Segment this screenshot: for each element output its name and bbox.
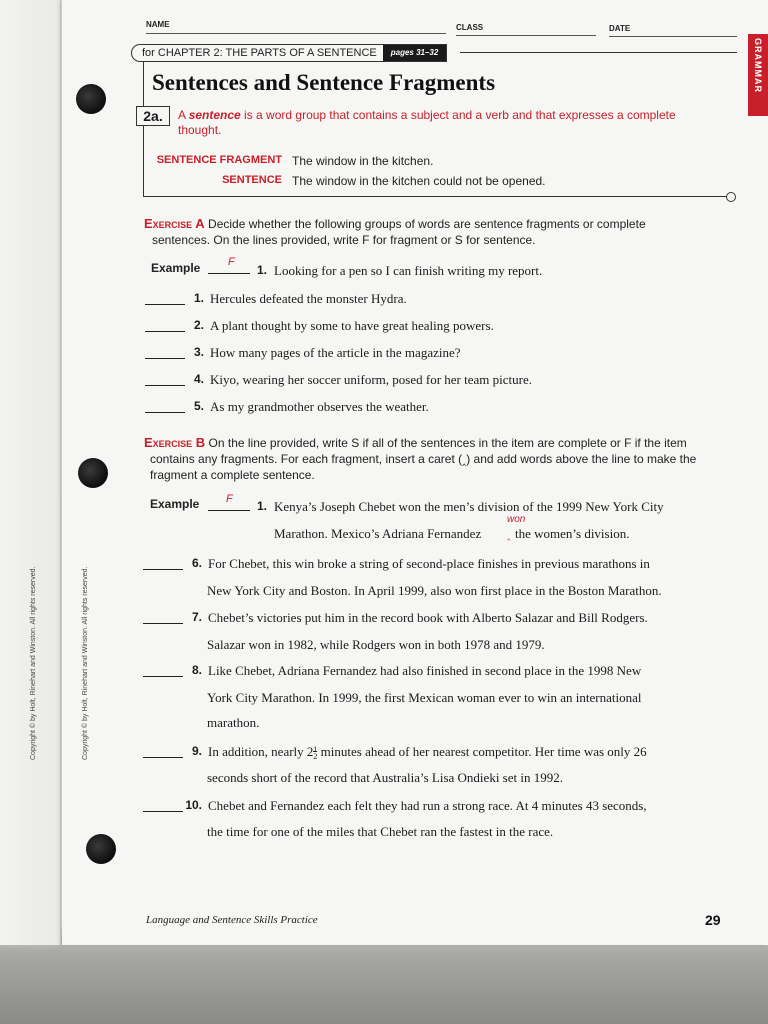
item-line: the time for one of the miles that Chebet ran the fastest in the race. (207, 824, 554, 839)
exercise-b-tag: Exercise B (144, 435, 206, 450)
chapter-banner (131, 44, 447, 62)
item-line-part: minutes ahead of her nearest competitor. Her time was only 26 (317, 744, 647, 759)
item-line-part: In addition, nearly 2 (208, 744, 314, 759)
rule-lead: A (178, 108, 189, 122)
exercise-a-example-blank[interactable] (208, 273, 250, 274)
item-number: 3. (193, 345, 204, 359)
answer-blank[interactable] (143, 757, 183, 758)
item-text: Hercules defeated the monster Hydra. (210, 291, 407, 306)
answer-blank[interactable] (145, 385, 185, 386)
item-text: As my grandmother observes the weather. (210, 399, 429, 414)
exercise-a-example-num: 1. (256, 263, 267, 277)
sentence-example: The window in the kitchen could not be opened. (292, 174, 546, 188)
exercise-a-example-label: Example (151, 261, 201, 275)
grammar-tab-label: GRAMMAR (753, 38, 763, 93)
item-line: seconds short of the record that Australia’s Lisa Ondieki set in 1992. (207, 770, 563, 785)
page-title: Sentences and Sentence Fragments (152, 70, 496, 95)
inserted-word: won (507, 514, 526, 525)
exercise-b-instr-3: fragment a complete sentence. (150, 468, 315, 482)
rule-frame-bottom (143, 196, 729, 197)
answer-blank[interactable] (145, 412, 185, 413)
page-number: 29 (705, 912, 721, 928)
answer-blank[interactable] (143, 569, 183, 570)
item-number: 7. (191, 610, 202, 624)
rule-number: 2a. (136, 106, 170, 126)
item-number: 9. (191, 744, 202, 758)
date-line[interactable] (609, 36, 737, 37)
copyright-back: Copyright © by Holt, Rinehart and Winston. All rights reserved. (30, 566, 37, 760)
exercise-b-example-text-2b: the women’s division. (515, 526, 630, 541)
item-text: Kiyo, wearing her soccer uniform, posed for her team picture. (210, 372, 532, 387)
caret-mark: ‸ (507, 530, 511, 541)
chapter-text: for CHAPTER 2: THE PARTS OF A SENTENCE (142, 47, 377, 59)
rule-definition (178, 108, 708, 138)
answer-blank[interactable] (145, 358, 185, 359)
item-text: A plant thought by some to have great healing powers. (210, 318, 494, 333)
item-line: For Chebet, this win broke a string of second-place finishes in previous marathons in (208, 556, 650, 571)
chapter-pages: pages 31–32 (383, 45, 447, 61)
exercise-b-example-text-2a: Marathon. Mexico’s Adriana Fernandez (274, 526, 482, 541)
rule-frame-knob (726, 192, 736, 202)
rule-term: sentence (188, 108, 241, 122)
fragment-label: SENTENCE FRAGMENT (156, 154, 282, 166)
exercise-b-instructions (144, 435, 736, 483)
item-number: 1. (193, 291, 204, 305)
exercise-b-example-text-1: Kenya’s Joseph Chebet won the men’s division of the 1999 New York City (274, 499, 664, 514)
exercise-b-example-blank[interactable] (208, 510, 250, 511)
item-line: Salazar won in 1982, while Rodgers won in both 1978 and 1979. (207, 637, 545, 652)
sentence-label: SENTENCE (222, 174, 282, 186)
name-line[interactable] (146, 33, 446, 34)
answer-blank[interactable] (143, 676, 183, 677)
chapter-rule (460, 52, 737, 53)
exercise-a-instr-1: Decide whether the following groups of words are sentence fragments or complete (208, 217, 646, 231)
exercise-a-instr-2: sentences. On the lines provided, write F for fragment or S for sentence. (152, 233, 536, 247)
exercise-b-example-answer: F (226, 493, 233, 505)
item-line: marathon. (207, 715, 260, 730)
copyright-side: Copyright © by Holt, Rinehart and Winston. All rights reserved. (82, 566, 89, 760)
item-line: Chebet and Fernandez each felt they had run a strong race. At 4 minutes 43 seconds, (208, 798, 647, 813)
grammar-side-tab (748, 34, 768, 116)
item-line: Like Chebet, Adriana Fernandez had also finished in second place in the 1998 New (208, 663, 642, 678)
item-number: 6. (191, 556, 202, 570)
fragment-example: The window in the kitchen. (292, 154, 434, 168)
book-title-footer: Language and Sentence Skills Practice (146, 914, 318, 926)
rule-frame-left (143, 62, 144, 196)
item-number: 4. (193, 372, 204, 386)
fraction-denominator: 2 (313, 752, 318, 762)
item-number: 5. (193, 399, 204, 413)
exercise-a-example-text: Looking for a pen so I can finish writing my report. (274, 263, 543, 278)
item-line: New York City and Boston. In April 1999, also won first place in the Boston Marathon. (207, 583, 662, 598)
exercise-a-tag: Exercise A (144, 216, 205, 231)
name-label: NAME (146, 20, 170, 29)
class-label: CLASS (456, 23, 484, 32)
exercise-a-instructions (144, 216, 734, 248)
binder-hole-top (76, 84, 106, 114)
exercise-b-example-label: Example (150, 497, 200, 511)
back-page-edge (0, 0, 61, 945)
binder-hole-middle (78, 458, 108, 488)
answer-blank[interactable] (143, 811, 183, 812)
item-number: 8. (191, 663, 202, 677)
item-line: Chebet’s victories put him in the record book with Alberto Salazar and Bill Rodgers. (208, 610, 648, 625)
answer-blank[interactable] (145, 304, 185, 305)
exercise-b-instr-1: On the line provided, write S if all of the sentences in the item are complete or F if the item (208, 436, 687, 450)
item-number: 2. (193, 318, 204, 332)
exercise-b-instr-2: contains any fragments. For each fragment, insert a caret (‸) and add words above the line to make the (150, 452, 697, 466)
answer-blank[interactable] (145, 331, 185, 332)
class-line[interactable] (456, 35, 596, 36)
fraction-numerator: 1 (313, 745, 318, 755)
rule-rest: is a word group that contains a subject and a verb and that expresses a complete thought. (178, 108, 676, 137)
item-number: 10. (185, 798, 202, 812)
item-text: How many pages of the article in the magazine? (210, 345, 461, 360)
answer-blank[interactable] (143, 623, 183, 624)
item-line: York City Marathon. In 1999, the first Mexican woman ever to win an international (207, 690, 642, 705)
date-label: DATE (609, 24, 631, 33)
binder-hole-bottom (86, 834, 116, 864)
exercise-a-example-answer: F (228, 256, 235, 268)
exercise-b-example-num: 1. (256, 499, 267, 513)
